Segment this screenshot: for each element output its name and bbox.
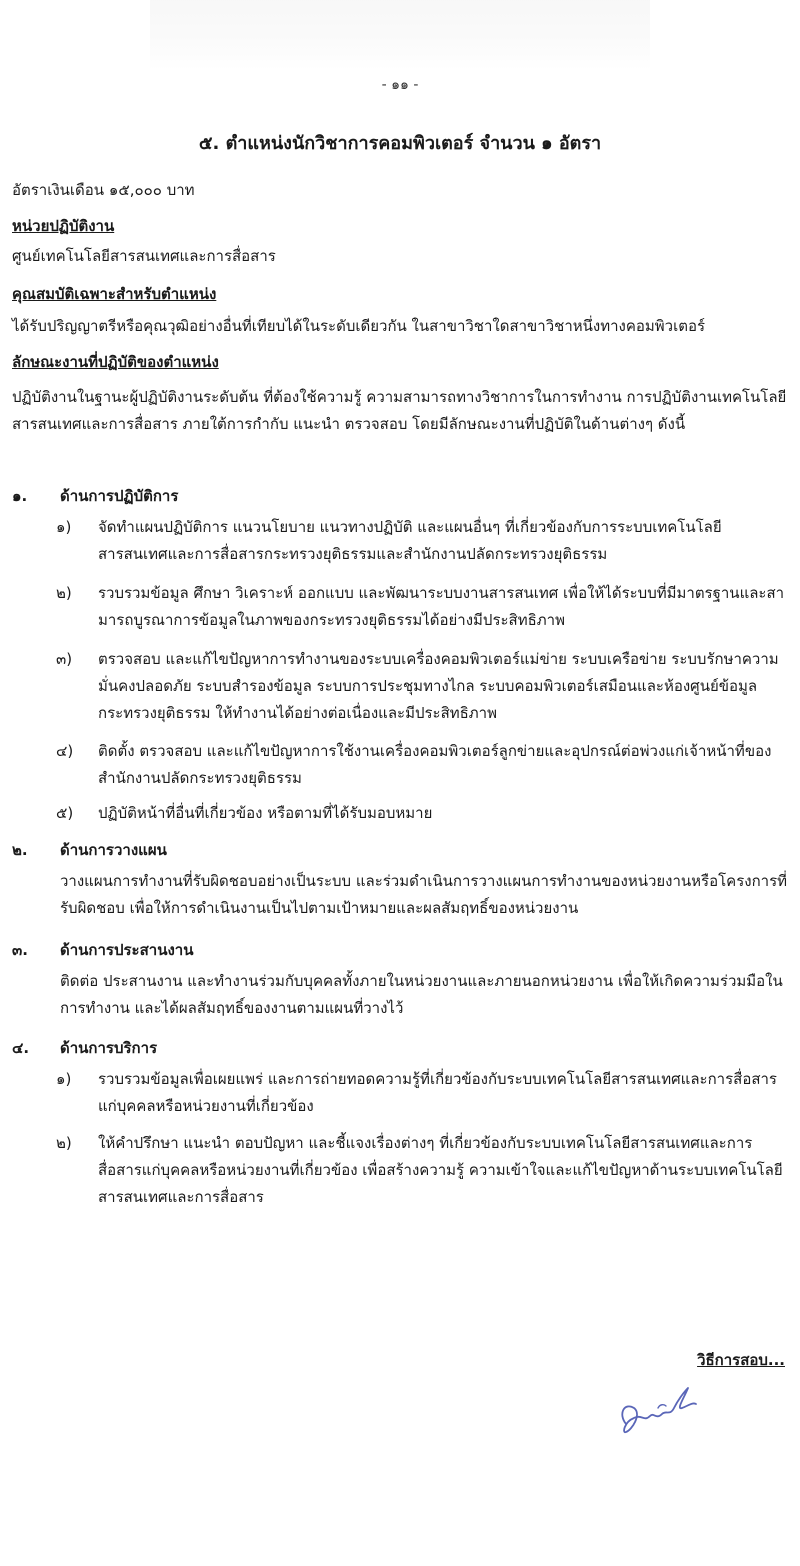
section-number: ๔. — [12, 1039, 30, 1057]
item-number: ๒) — [56, 584, 72, 602]
list-item — [56, 1066, 790, 1120]
item-number: ๑) — [56, 518, 72, 536]
duties-intro: ปฏิบัติงานในฐานะผู้ปฏิบัติงานระดับต้น ที่ต้องใช้ความรู้ ความสามารถทางวิชาการในการทำงาน การปฏิบัติงานเทคโนโลยีสารสนเทศและการสื่อสาร ภายใต้การกำกับ แนะนำ ตรวจสอบ โดยมีลักษณะงานที่ปฏิบัติในด้านต่างๆ ดังนี้ — [12, 388, 787, 433]
qualification-heading: คุณสมบัติเฉพาะสำหรับตำแหน่ง — [12, 285, 217, 303]
item-number: ๕) — [56, 804, 74, 822]
section-heading — [12, 838, 167, 862]
item-text: ติดตั้ง ตรวจสอบ และแก้ไขปัญหาการใช้งานเครื่องคอมพิวเตอร์ลูกข่ายและอุปกรณ์ต่อพ่วงแก่เจ้าหน้าที่ของสำนักงานปลัดกระทรวงยุติธรรม — [98, 742, 772, 787]
item-text: รวบรวมข้อมูล ศึกษา วิเคราะห์ ออกแบบ และพัฒนาระบบงานสารสนเทศ เพื่อให้ได้ระบบที่มีมาตรฐานและสามารถบูรณาการข้อมูลในภาพของกระทรวงยุติธรรมได้อย่างมีประสิทธิภาพ — [98, 584, 785, 629]
section-heading — [12, 1036, 157, 1060]
section-heading — [12, 938, 193, 962]
page-number: - ๑๑ - — [381, 77, 419, 93]
section-heading — [12, 484, 178, 508]
section-title: ด้านการประสานงาน — [60, 941, 194, 959]
item-number: ๑) — [56, 1070, 72, 1088]
item-text: ปฏิบัติหน้าที่อื่นที่เกี่ยวข้อง หรือตามที่ได้รับมอบหมาย — [98, 804, 433, 822]
list-item — [56, 580, 790, 634]
section-number: ๒. — [12, 841, 28, 859]
item-text: ตรวจสอบ และแก้ไขปัญหาการทำงานของระบบเครื่องคอมพิวเตอร์แม่ข่าย ระบบเครือข่าย ระบบรักษาความมั่นคงปลอดภัย ระบบสำรองข้อมูล ระบบการประชุมทางไกล ระบบคอมพิวเตอร์เสมือนและห้องศูนย์ข้อมูลกระทรวงยุติธรรม ให้ทำงานได้อย่างต่อเนื่องและมีประสิทธิภาพ — [98, 650, 779, 722]
item-number: ๔) — [56, 742, 74, 760]
handwritten-signature-icon — [612, 1378, 702, 1440]
page-title: ๕. ตำแหน่งนักวิชาการคอมพิวเตอร์ จำนวน ๑ อัตรา — [198, 133, 602, 154]
next-page-reference: วิธีการสอบ... — [697, 1351, 785, 1369]
section-number: ๑. — [12, 487, 28, 505]
section-body: วางแผนการทำงานที่รับผิดชอบอย่างเป็นระบบ และร่วมดำเนินการวางแผนการทำงานของหน่วยงานหรือโครงการที่รับผิดชอบ เพื่อให้การดำเนินงานเป็นไปตามเป้าหมายและผลสัมฤทธิ์ของหน่วยงาน — [60, 872, 788, 917]
section-title: ด้านการปฏิบัติการ — [60, 487, 179, 505]
item-number: ๓) — [56, 650, 73, 668]
section-number: ๓. — [12, 941, 28, 959]
section-body: ติดต่อ ประสานงาน และทำงานร่วมกับบุคคลทั้งภายในหน่วยงานและภายนอกหน่วยงาน เพื่อให้เกิดความร่วมมือในการทำงาน และได้ผลสัมฤทธิ์ของงานตามแผนที่วางไว้ — [60, 972, 783, 1017]
item-text: รวบรวมข้อมูลเพื่อเผยแพร่ และการถ่ายทอดความรู้ที่เกี่ยวข้องกับระบบเทคโนโลยีสารสนเทศและการสื่อสารแก่บุคคลหรือหน่วยงานที่เกี่ยวข้อง — [98, 1070, 777, 1115]
item-text: จัดทำแผนปฏิบัติการ แนวนโยบาย แนวทางปฏิบัติ และแผนอื่นๆ ที่เกี่ยวข้องกับการระบบเทคโนโลยีสารสนเทศและการสื่อสารกระทรวงยุติธรรมและสำนักงานปลัดกระทรวงยุติธรรม — [98, 518, 722, 563]
section-title: ด้านการวางแผน — [60, 841, 167, 859]
list-item — [56, 514, 790, 568]
qualification-text: ได้รับปริญญาตรีหรือคุณวุฒิอย่างอื่นที่เทียบได้ในระดับเดียวกัน ในสาขาวิชาใดสาขาวิชาหนึ่งทางคอมพิวเตอร์ — [12, 317, 706, 335]
item-number: ๒) — [56, 1134, 72, 1152]
list-item — [56, 1130, 790, 1211]
unit-heading: หน่วยปฏิบัติงาน — [12, 217, 115, 235]
bleed-through-shadow — [150, 0, 650, 70]
duties-heading: ลักษณะงานที่ปฏิบัติของตำแหน่ง — [12, 353, 219, 371]
list-item — [56, 800, 790, 827]
item-text: ให้คำปรึกษา แนะนำ ตอบปัญหา และชี้แจงเรื่องต่างๆ ที่เกี่ยวข้องกับระบบเทคโนโลยีสารสนเทศและการสื่อสารแก่บุคคลหรือหน่วยงานที่เกี่ยวข้อง เพื่อสร้างความรู้ ความเข้าใจและแก้ไขปัญหาด้านระบบเทคโนโลยีสารสนเทศและการสื่อสาร — [98, 1134, 783, 1206]
unit-text: ศูนย์เทคโนโลยีสารสนเทศและการสื่อสาร — [12, 247, 276, 265]
list-item — [56, 646, 790, 727]
list-item — [56, 738, 790, 792]
section-title: ด้านการบริการ — [60, 1039, 158, 1057]
salary-line: อัตราเงินเดือน ๑๕,๐๐๐ บาท — [12, 181, 195, 199]
